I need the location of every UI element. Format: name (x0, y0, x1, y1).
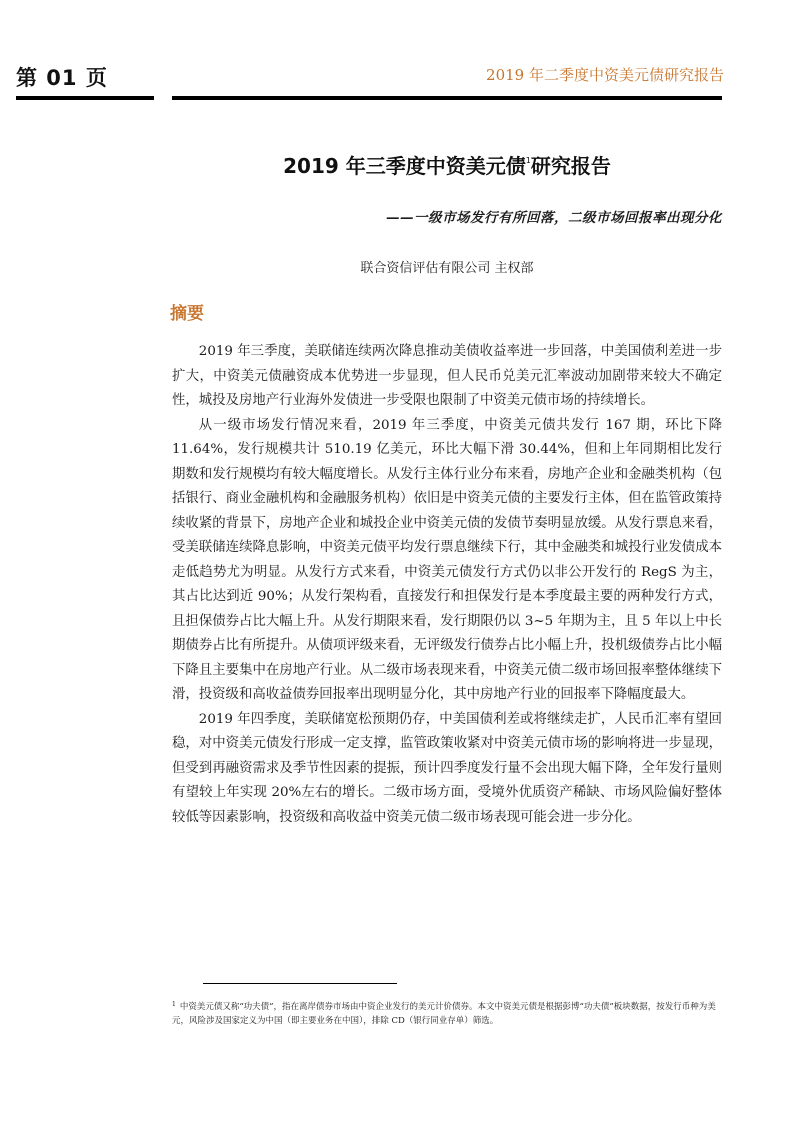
footnote-mark: 1 (172, 1001, 176, 1008)
footnote (172, 998, 724, 1028)
organization-line: 联合资信评估有限公司 主权部 (360, 261, 534, 276)
page-number: 第 01 页 (16, 66, 108, 90)
document-subtitle: ——一级市场发行有所回落，二级市场回报率出现分化 (386, 210, 722, 226)
running-title: 2019 年二季度中资美元债研究报告 (486, 66, 724, 84)
abstract-paragraph: 2019 年三季度，美联储连续两次降息推动美债收益率进一步回落，中美国债利差进一步扩大，中资美元债融资成本优势进一步显现，但人民币兑美元汇率波动加剧带来较大不确定性，城投及房地产行业海外发债进一步受限也限制了中资美元债市场的持续增长。 (172, 344, 722, 408)
document-title-suffix: 研究报告 (530, 154, 611, 178)
document-title-main: 2019 年三季度中资美元债 (283, 154, 526, 178)
header-rule-left (16, 96, 154, 100)
document-title (0, 150, 800, 179)
title-footnote-mark: 1 (525, 156, 531, 165)
abstract-heading: 摘要 (170, 304, 204, 324)
abstract-paragraph: 2019 年四季度，美联储宽松预期仍存，中美国债利差或将继续走扩，人民币汇率有望回稳，对中资美元债发行形成一定支撑，监管政策收紧对中资美元债市场的影响将进一步显现，但受到再融资需求及季节性因素的提振，预计四季度发行量不会出现大幅下降，全年发行量则有望较上年实现 20%左右的增长。二级市场方面，受境外优质资产稀缺、市场风险偏好整体较低等因素影响，投资级和高收益中资美元债二级市场表现可能会进一步分化。 (172, 711, 722, 825)
abstract-body (172, 340, 722, 830)
header-rule-right (172, 96, 722, 100)
abstract-paragraph: 从一级市场发行情况来看，2019 年三季度，中资美元债共发行 167 期，环比下降 11.64%，发行规模共计 510.19 亿美元，环比大幅下滑 30.44%，但和上年同期相比发行期数和发行规模均有较大幅度增长。从发行主体行业分布来看，房地产企业和金融类机构（包括银行、商业金融机构和金融服务机构）依旧是中资美元债的主要发行主体，但在监管政策持续收紧的背景下，房地产企业和城投企业中资美元债的发债节奏明显放缓。从发行票息来看，受美联储连续降息影响，中资美元债平均发行票息继续下行，其中金融类和城投行业发债成本走低趋势尤为明显。从发行方式来看，中资美元债发行方式仍以非公开发行的 RegS 为主，其占比达到近 90%；从发行架构看，直接发行和担保发行是本季度最主要的两种发行方式，且担保债券占比大幅上升。从发行期限来看，发行期限仍以 3~5 年期为主，且 5 年以上中长期债券占比有所提升。从债项评级来看，无评级发行债券占比小幅上升，投机级债券占比小幅下降且主要集中在房地产行业。从二级市场表现来看，中资美元债二级市场回报率整体继续下滑，投资级和高收益债券回报率出现明显分化，其中房地产行业的回报率下降幅度最大。 (172, 417, 722, 702)
footnote-text: 中资美元债又称“功夫债”，指在离岸债券市场由中资企业发行的美元计价债券。本文中资美元债是根据彭博“功夫债”板块数据，按发行币种为美元，风险涉及国家定义为中国（即主要业务在中国），排除 CD（银行同业存单）筛选。 (172, 1002, 716, 1026)
footnote-divider (203, 983, 397, 984)
